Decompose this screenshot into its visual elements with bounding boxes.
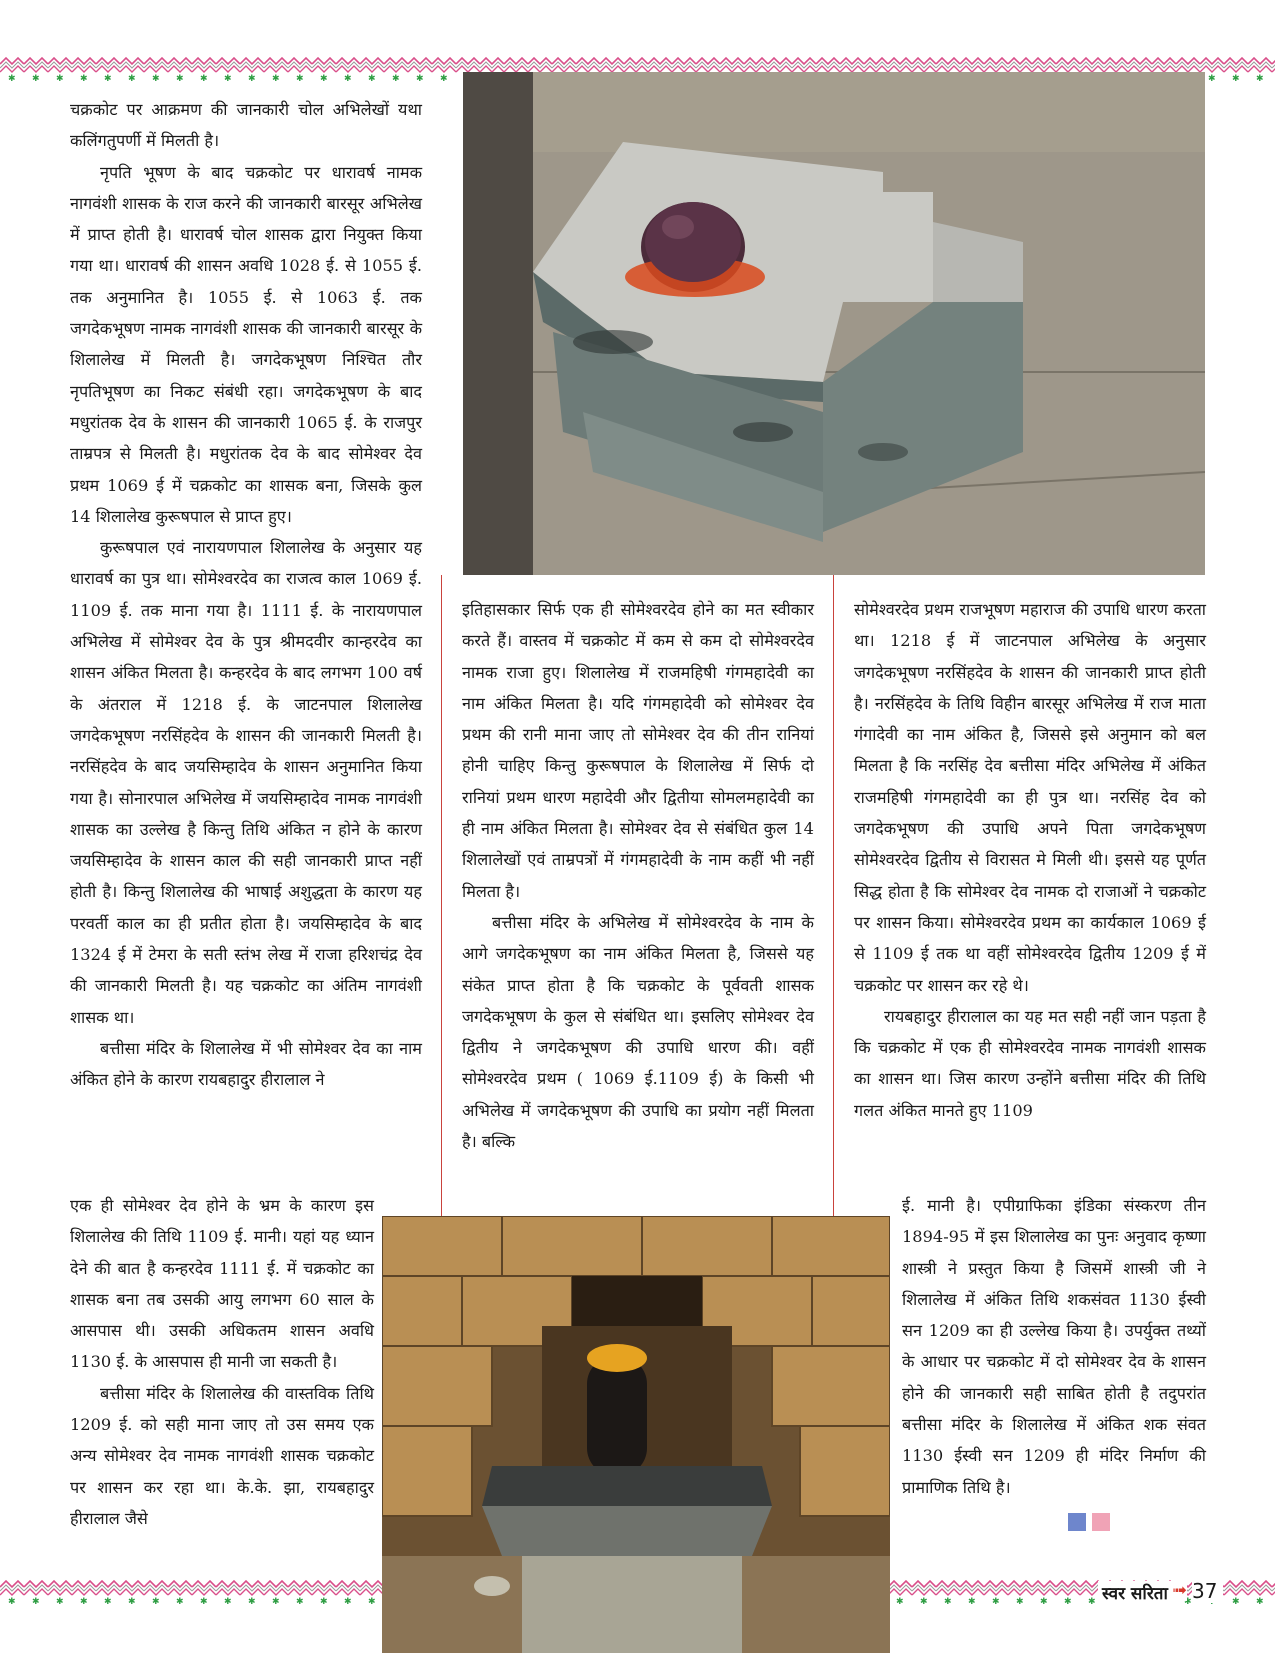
- shivling-top-photo: [463, 72, 1205, 575]
- paragraph: ई. मानी है। एपीग्राफिका इंडिका संस्करण तीन 1894-95 में इस शिलालेख का पुनः अनुवाद कृष्णा शास्त्री ने प्रस्तुत किया है जिसमें शास्त्री जी ने शिलालेख में अंकित तिथि शकसंवत 1130 ईस्वी सन 1209 का ही उल्लेख किया है। उपर्युक्त तथ्यों के आधार पर चक्रकोट में दो सोमेश्वर देव के शासन होने की जानकारी सही साबित होती है तदुपरांत बत्तीसा मंदिर के शिलालेख में अंकित शक संवत 1130 ईस्वी सन 1209 ही मंदिर निर्माण की प्रामाणिक तिथि है।: [902, 1196, 1206, 1497]
- paragraph: नृपति भूषण के बाद चक्रकोट पर धारावर्ष नामक नागवंशी शासक के राज करने की जानकारी बारसूर अभिलेख में प्राप्त होती है। धारावर्ष चोल शासक द्वारा नियुक्त किया गया था। धारावर्ष की शासन अवधि 1028 ई. से 1055 ई. तक अनुमानित है। 1055 ई. से 1063 ई. तक जगदेकभूषण नामक नागवंशी शासक की जानकारी बारसूर के शिलालेख में मिलती है। जगदेकभूषण निश्चित तौर नृपतिभूषण का निकट संबंधी रहा। जगदेकभूषण के बाद मधुरांतक देव के शासन की जानकारी 1065 ई. के राजपुर ताम्रपत्र से मिलती है। मधुरांतक देव के बाद सोमेश्वर देव प्रथम 1069 ई में चक्रकोट का शासक बना, जिसके कुल 14 शिलालेख कुरूषपाल से प्राप्त हुए।: [70, 162, 422, 526]
- paragraph: इतिहासकार सिर्फ एक ही सोमेश्वरदेव होने का मत स्वीकार करते हैं। वास्तव में चक्रकोट में कम से कम दो सोमेश्वरदेव नामक राजा हुए। शिलालेख में राजमहिषी गंगमहादेवी का नाम अंकित मिलता है। यदि गंगमहादेवी को सोमेश्वर देव प्रथम की रानी माना जाए तो सोमेश्वर देव की तीन रानियां होनी चाहिए किन्तु कुरूषपाल के शिलालेख में सिर्फ दो रानियां प्रथम धारण महादेवी और द्वितीया सोमलमहादेवी का ही नाम अंकित मिलता है। सोमेश्वर देव से संबंधित कुल 14 शिलालेखों एवं ताम्रपत्रों में गंगमहादेवी के नाम कहीं भी नहीं मिलता है।: [462, 600, 814, 901]
- column-3-text: [854, 594, 1206, 1126]
- column-2-text: [462, 594, 814, 1157]
- column-1-continued-text: [70, 1190, 374, 1534]
- arrow-icon: ➟: [1172, 1580, 1188, 1601]
- column-3-continued-text: [902, 1190, 1206, 1503]
- end-mark-pink-square-icon: [1092, 1513, 1110, 1531]
- column-rule-right: [833, 575, 834, 1216]
- paragraph: रायबहादुर हीरालाल का यह मत सही नहीं जान पड़ता है कि चक्रकोट में एक ही सोमेश्वरदेव नामक नागवंशी शासक का शासन था। जिस कारण उन्होंने बत्तीसा मंदिर की तिथि गलत अंकित मानते हुए 1109: [854, 1006, 1206, 1120]
- column-1-text: [70, 94, 422, 1096]
- paragraph: एक ही सोमेश्वर देव होने के भ्रम के कारण इस शिलालेख की तिथि 1109 ई. मानी। यहां यह ध्यान देने की बात है कन्हरदेव 1111 ई. में चक्रकोट का शासक बना तब उसकी आयु लगभग 60 साल के आसपास थी। उसकी अधिकतम शासन अवधि 1130 ई. के आसपास ही मानी जा सकती है।: [70, 1196, 374, 1372]
- end-mark-blue-square-icon: [1068, 1513, 1086, 1531]
- paragraph: चक्रकोट पर आक्रमण की जानकारी चोल अभिलेखों यथा कलिंगतुपर्णी में मिलती है।: [70, 100, 422, 151]
- paragraph: बत्तीसा मंदिर के शिलालेख में भी सोमेश्वर देव का नाम अंकित होने के कारण रायबहादुर हीरालाल ने: [70, 1038, 422, 1090]
- paragraph: बत्तीसा मंदिर के अभिलेख में सोमेश्वरदेव के नाम के आगे जगदेकभूषण का नाम अंकित मिलता है, जिससे यह संकेत प्राप्त होता है कि चक्रकोट के पूर्ववती शासक जगदेकभूषण के कुल से संबंधित था। इसलिए सोमेश्वर देव द्वितीय ने जगदेकभूषण की उपाधि धारण की। वहीं सोमेश्वरदेव प्रथम ( 1069 ई.1109 ई) के किसी भी अभिलेख में जगदेकभूषण की उपाधि का प्रयोग नहीं मिलता है। बल्कि: [462, 912, 814, 1152]
- shrine-interior-photo: [382, 1216, 890, 1653]
- paragraph: बत्तीसा मंदिर के शिलालेख की वास्तविक तिथि 1209 ई. को सही माना जाए तो उस समय एक अन्य सोमेश्वर देव नामक नागवंशी शासक चक्रकोट पर शासन कर रहा था। के.के. झा, रायबहादुर हीरालाल जैसे: [70, 1383, 374, 1528]
- publication-name: स्वर सरिता: [1098, 1581, 1172, 1604]
- paragraph: सोमेश्वरदेव प्रथम राजभूषण महाराज की उपाधि धारण करता था। 1218 ई में जाटनपाल अभिलेख के अनुसार जगदेकभूषण नरसिंहदेव के शासन की जानकारी प्राप्त होती है। नरसिंहदेव के तिथि विहीन बारसूर अभिलेख में राज माता गंगादेवी का नाम अंकित है, जिससे इसे अनुमान को बल मिलता है कि नरसिंह देव बत्तीसा मंदिर अभिलेख में अंकित राजमहिषी गंगमहादेवी का ही पुत्र था। नरसिंह देव को जगदेकभूषण की उपाधि अपने पिता जगदेकभूषण सोमेश्वरदेव द्वितीय से विरासत मे मिली थी। इससे यह पूर्णत सिद्ध होता है कि सोमेश्वर देव नामक दो राजाओं ने चक्रकोट पर शासन किया। सोमेश्वरदेव प्रथम का कार्यकाल 1069 ई से 1109 ई तक था वहीं सोमेश्वरदेव द्वितीय 1209 ई में चक्रकोट पर शासन कर रहे थे।: [854, 600, 1206, 995]
- column-rule-left: [441, 575, 442, 1216]
- page-number: 37: [1192, 1579, 1223, 1603]
- paragraph: कुरूषपाल एवं नारायणपाल शिलालेख के अनुसार यह धारावर्ष का पुत्र था। सोमेश्वरदेव का राजत्व काल 1069 ई. 1109 ई. तक माना गया है। 1111 ई. के नारायणपाल अभिलेख में सोमेश्वर देव के पुत्र श्रीमदवीर कान्हरदेव का शासन अंकित मिलता है। कन्हरदेव के बाद लगभग 100 वर्ष के अंतराल में 1218 ई. के जाटनपाल शिलालेख जगदेकभूषण नरसिंहदेव के शासन की जानकारी मिलती है। नरसिंहदेव के बाद जयसिम्हादेव के शासन अनुमानित किया गया है। सोनारपाल अभिलेख में जयसिम्हादेव नामक नागवंशी शासक का उल्लेख है किन्तु तिथि अंकित न होने के कारण जयसिम्हादेव के शासन काल की सही जानकारी प्राप्त नहीं होती है। किन्तु शिलालेख की भाषाई अशुद्धता के कारण यह परवर्ती काल का ही प्रतीत होता है। जयसिम्हादेव के बाद 1324 ई में टेमरा के सती स्तंभ लेख में राजा हरिशचंद्र देव की जानकारी मिलती है। यह चक्रकोट का अंतिम नागवंशी शासक था।: [70, 538, 422, 1027]
